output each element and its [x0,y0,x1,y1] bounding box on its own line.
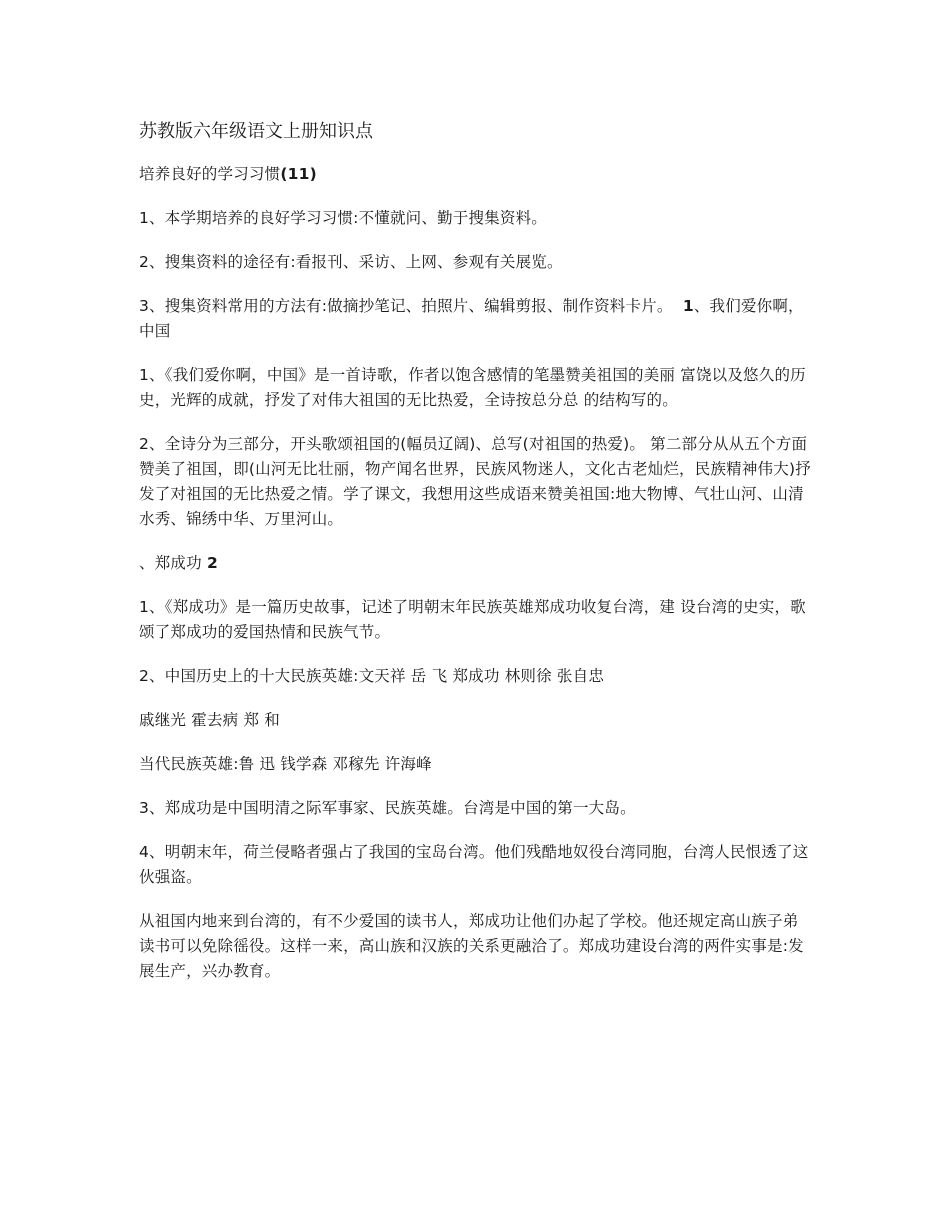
lesson-title: 、郑成功 [139,554,202,572]
paragraph: 4、明朝末年，荷兰侵略者强占了我国的宝岛台湾。他们残酷地奴役台湾同胞，台湾人民恨透了这伙强盗。 [139,843,809,886]
paragraph: 1、本学期培养的良好学习习惯:不懂就问、勤于搜集资料。 [139,209,547,227]
paragraph: 2、搜集资料的途径有:看报刊、采访、上网、参观有关展览。 [139,253,563,271]
lesson-title: 、我们爱你啊，中国 [139,297,804,340]
paragraph: 3、郑成功是中国明清之际军事家、民族英雄。台湾是中国的第一大岛。 [139,799,636,817]
document-title: 苏教版六年级语文上册知识点 [139,121,373,142]
lesson-number: 1 [682,297,694,315]
paragraph: 1、《郑成功》是一篇历史故事，记述了明朝末年民族英雄郑成功收复台湾，建 设台湾的史实，歌颂了郑成功的爱国热情和民族气节。 [139,598,806,641]
document-page [139,118,814,1003]
paragraph [139,294,814,344]
section-heading-text: 培养良好的学习习惯 [139,165,281,183]
paragraph: 当代民族英雄:鲁 迅 钱学森 邓稼先 许海峰 [139,755,432,773]
section-heading-zheng-chenggong [139,551,814,576]
paragraph: 2、全诗分为三部分，开头歌颂祖国的(幅员辽阔)、总写(对祖国的热爱)。 第二部分从从五个方面赞美了祖国，即(山河无比壮丽，物产闻名世界，民族风物迷人，文化古老灿烂，民族精神伟大)抒发了对祖国的无比热爱之情。学了课文，我想用这些成语来赞美祖国:地大物博、气壮山河、山清水秀、锦绣中华、万里河山。 [139,435,811,528]
section-heading-number: (11) [280,165,317,183]
paragraph: 2、中国历史上的十大民族英雄:文天祥 岳 飞 郑成功 林则徐 张自忠 [139,667,605,685]
lesson-number: 2 [206,554,218,572]
paragraph-text: 3、搜集资料常用的方法有:做摘抄笔记、拍照片、编辑剪报、制作资料卡片。 [139,297,673,315]
paragraph: 1、《我们爱你啊，中国》是一首诗歌，作者以饱含感情的笔墨赞美祖国的美丽 富饶以及悠久的历史，光辉的成就，抒发了对伟大祖国的无比热爱，全诗按总分总 的结构写的。 [139,366,806,409]
paragraph: 从祖国内地来到台湾的，有不少爱国的读书人，郑成功让他们办起了学校。他还规定高山族子弟读书可以免除徭役。这样一来，高山族和汉族的关系更融洽了。郑成功建设台湾的两件实事是:发展生产，兴办教育。 [139,912,804,980]
section-heading-habits [139,162,814,187]
paragraph: 戚继光 霍去病 郑 和 [139,711,280,729]
